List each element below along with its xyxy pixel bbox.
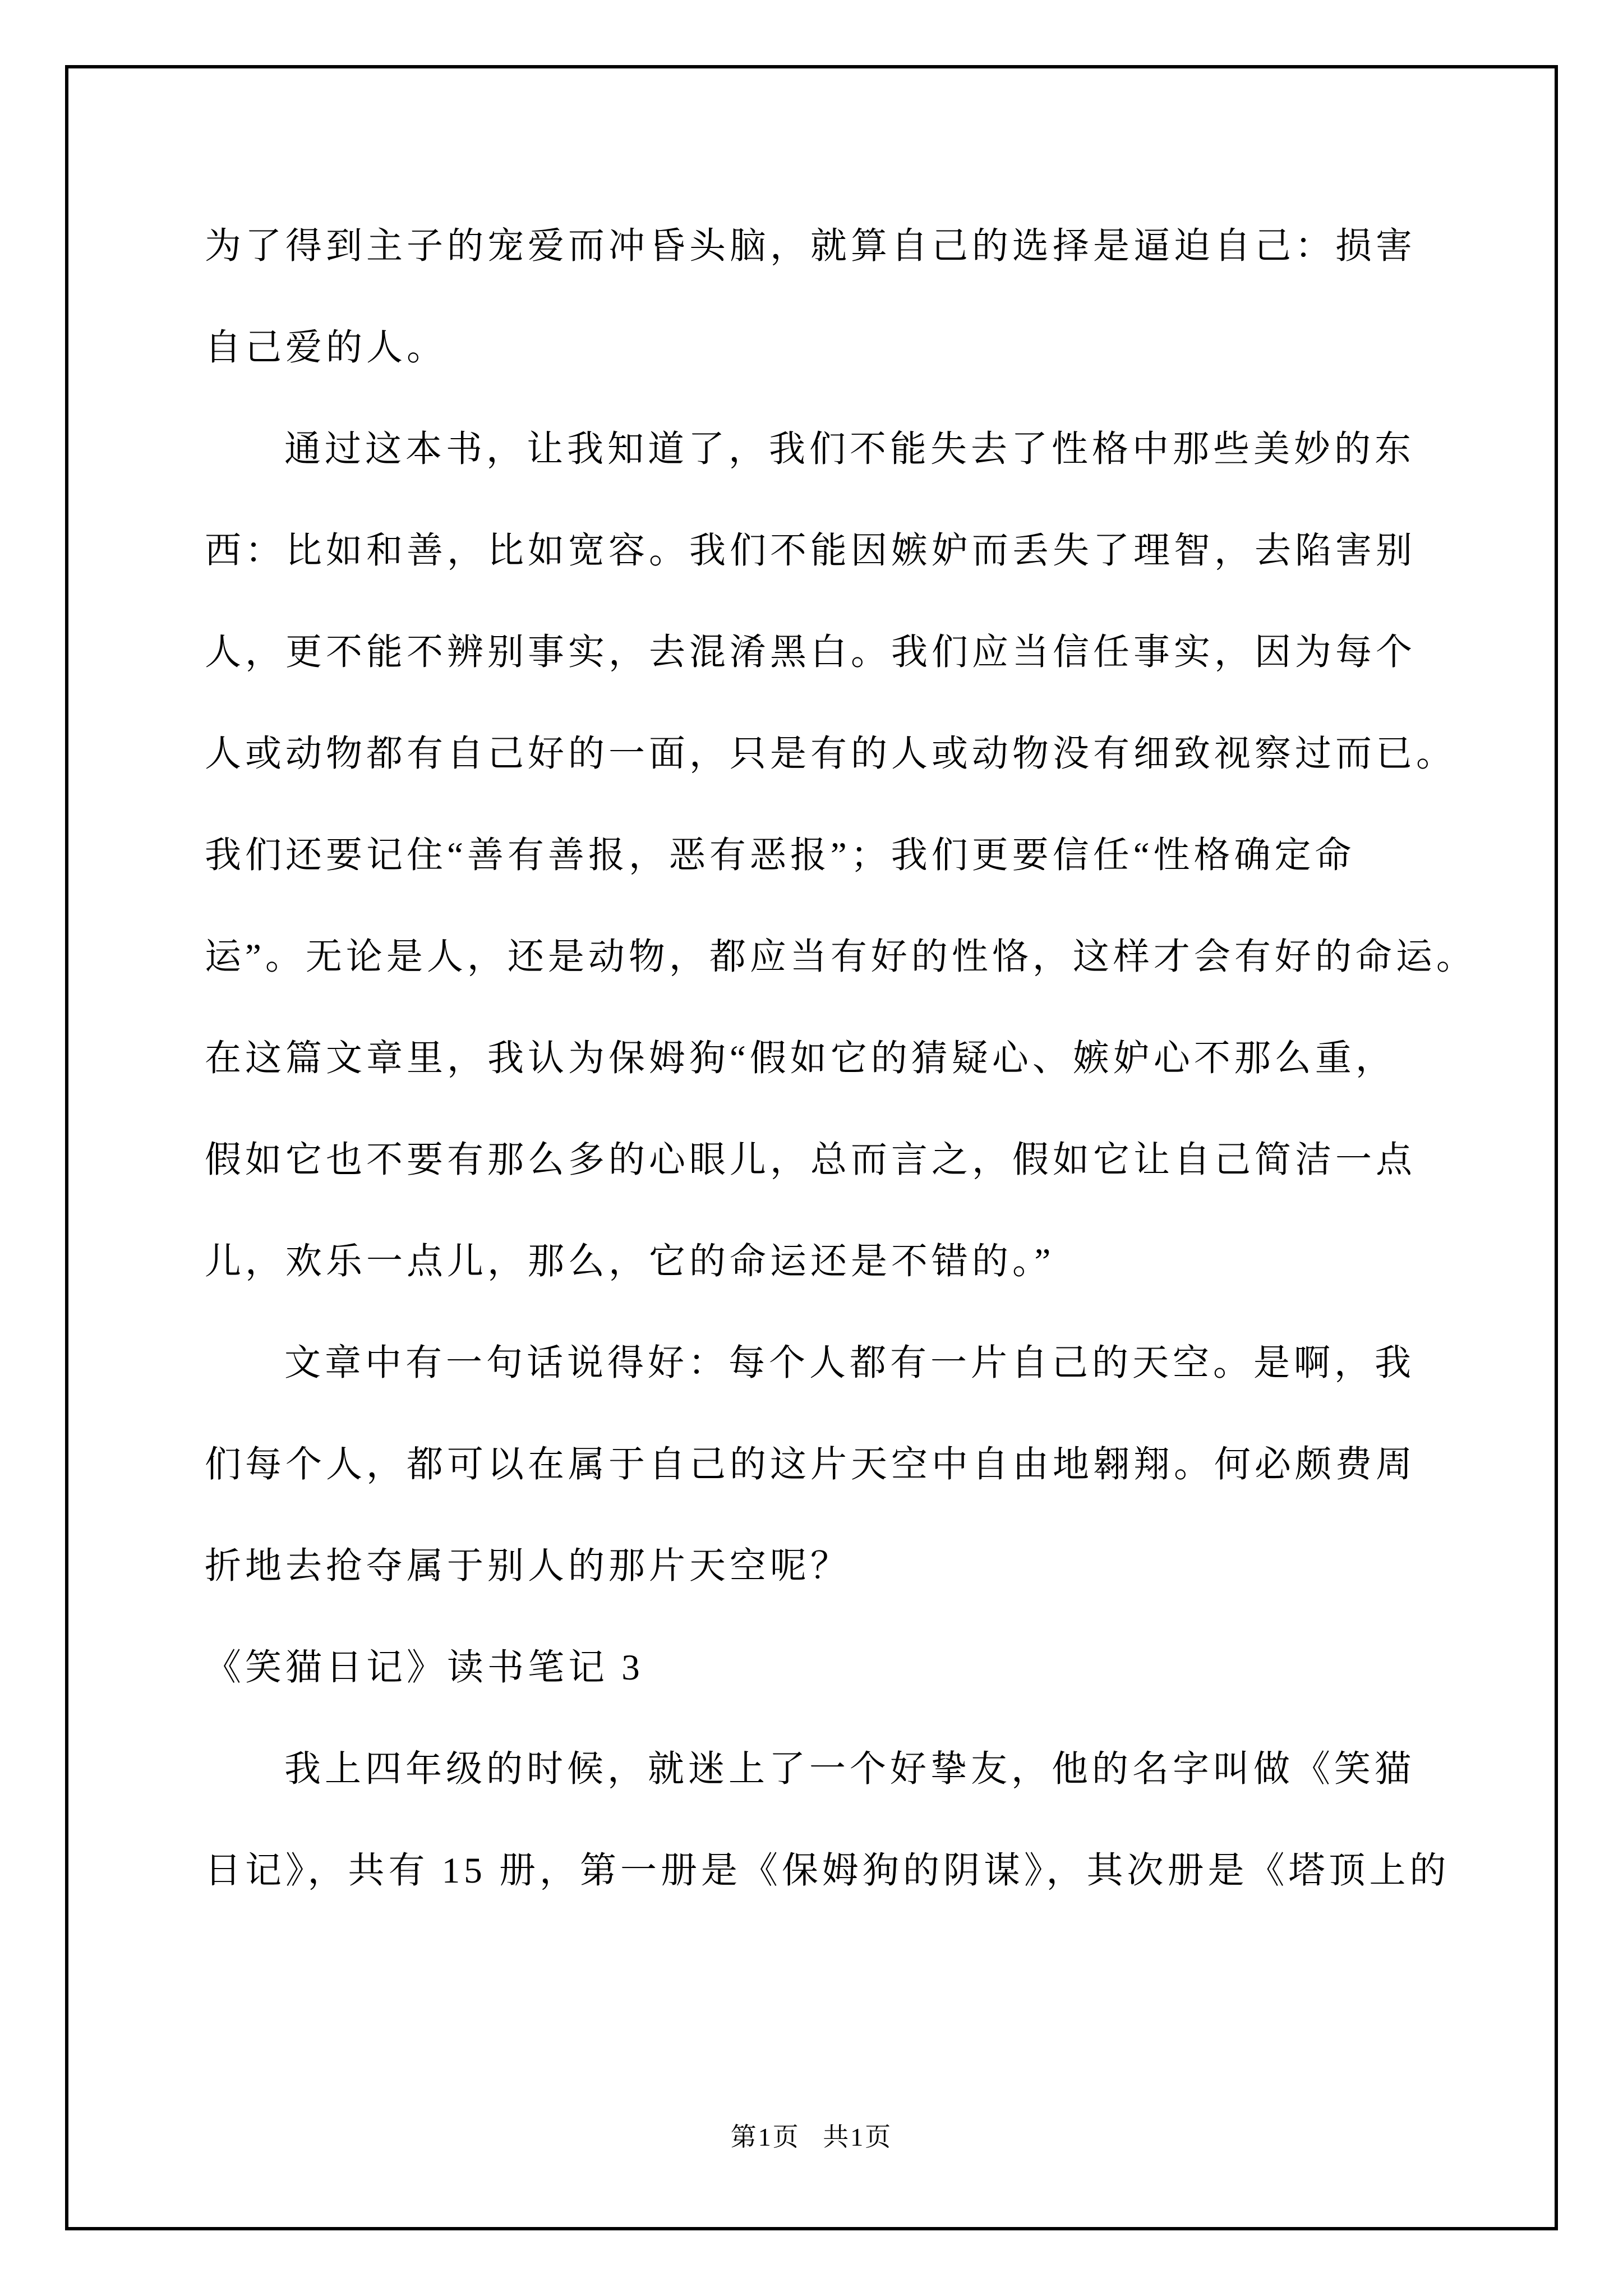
text-body [205,196,1477,1922]
text-line: 自己爱的人。 [205,328,448,368]
text-line: 日记》，共有 15 册，第一册是《保姆狗的阴谋》，其次册是《塔顶上的 [205,1851,1450,1891]
text-line: 我们还要记住“善有善报，恶有恶报”；我们更要信任“性格确定命 [205,835,1355,876]
text-line: 人，更不能不辨别事实，去混淆黑白。我们应当信任事实，因为每个 [205,632,1417,673]
text-line: 西：比如和善，比如宽容。我们不能因嫉妒而丢失了理智，去陷害别 [205,531,1417,571]
text-line: 们每个人，都可以在属于自己的这片天空中自由地翱翔。何必颇费周 [205,1444,1417,1485]
text-line: 在这篇文章里，我认为保姆狗“假如它的猜疑心、嫉妒心不那么重， [205,1038,1396,1079]
text-line: 儿，欢乐一点儿，那么，它的命运还是不错的。” [205,1241,1055,1282]
text-line: 文章中有一句话说得好：每个人都有一片自己的天空。是啊，我 [284,1343,1415,1383]
section-heading-line: 《笑猫日记》读书笔记 3 [205,1648,644,1688]
text-line: 人或动物都有自己好的一面，只是有的人或动物没有细致视察过而已。 [205,734,1457,774]
text-line: 假如它也不要有那么多的心眼儿，总而言之，假如它让自己简洁一点 [205,1140,1417,1180]
text-line: 通过这本书，让我知道了，我们不能失去了性格中那些美妙的东 [284,429,1415,470]
page-number-footer: 第1页 共1页 [730,2123,893,2151]
text-line: 运”。无论是人，还是动物，都应当有好的性恪，这样才会有好的命运。 [205,937,1477,977]
text-line: 为了得到主子的宠爱而冲昏头脑，就算自己的选择是逼迫自己：损害 [205,226,1417,266]
text-line: 折地去抢夺属于别人的那片天空呢？ [205,1546,851,1586]
text-line: 我上四年级的时候，就迷上了一个好挚友，他的名字叫做《笑猫 [284,1749,1415,1789]
